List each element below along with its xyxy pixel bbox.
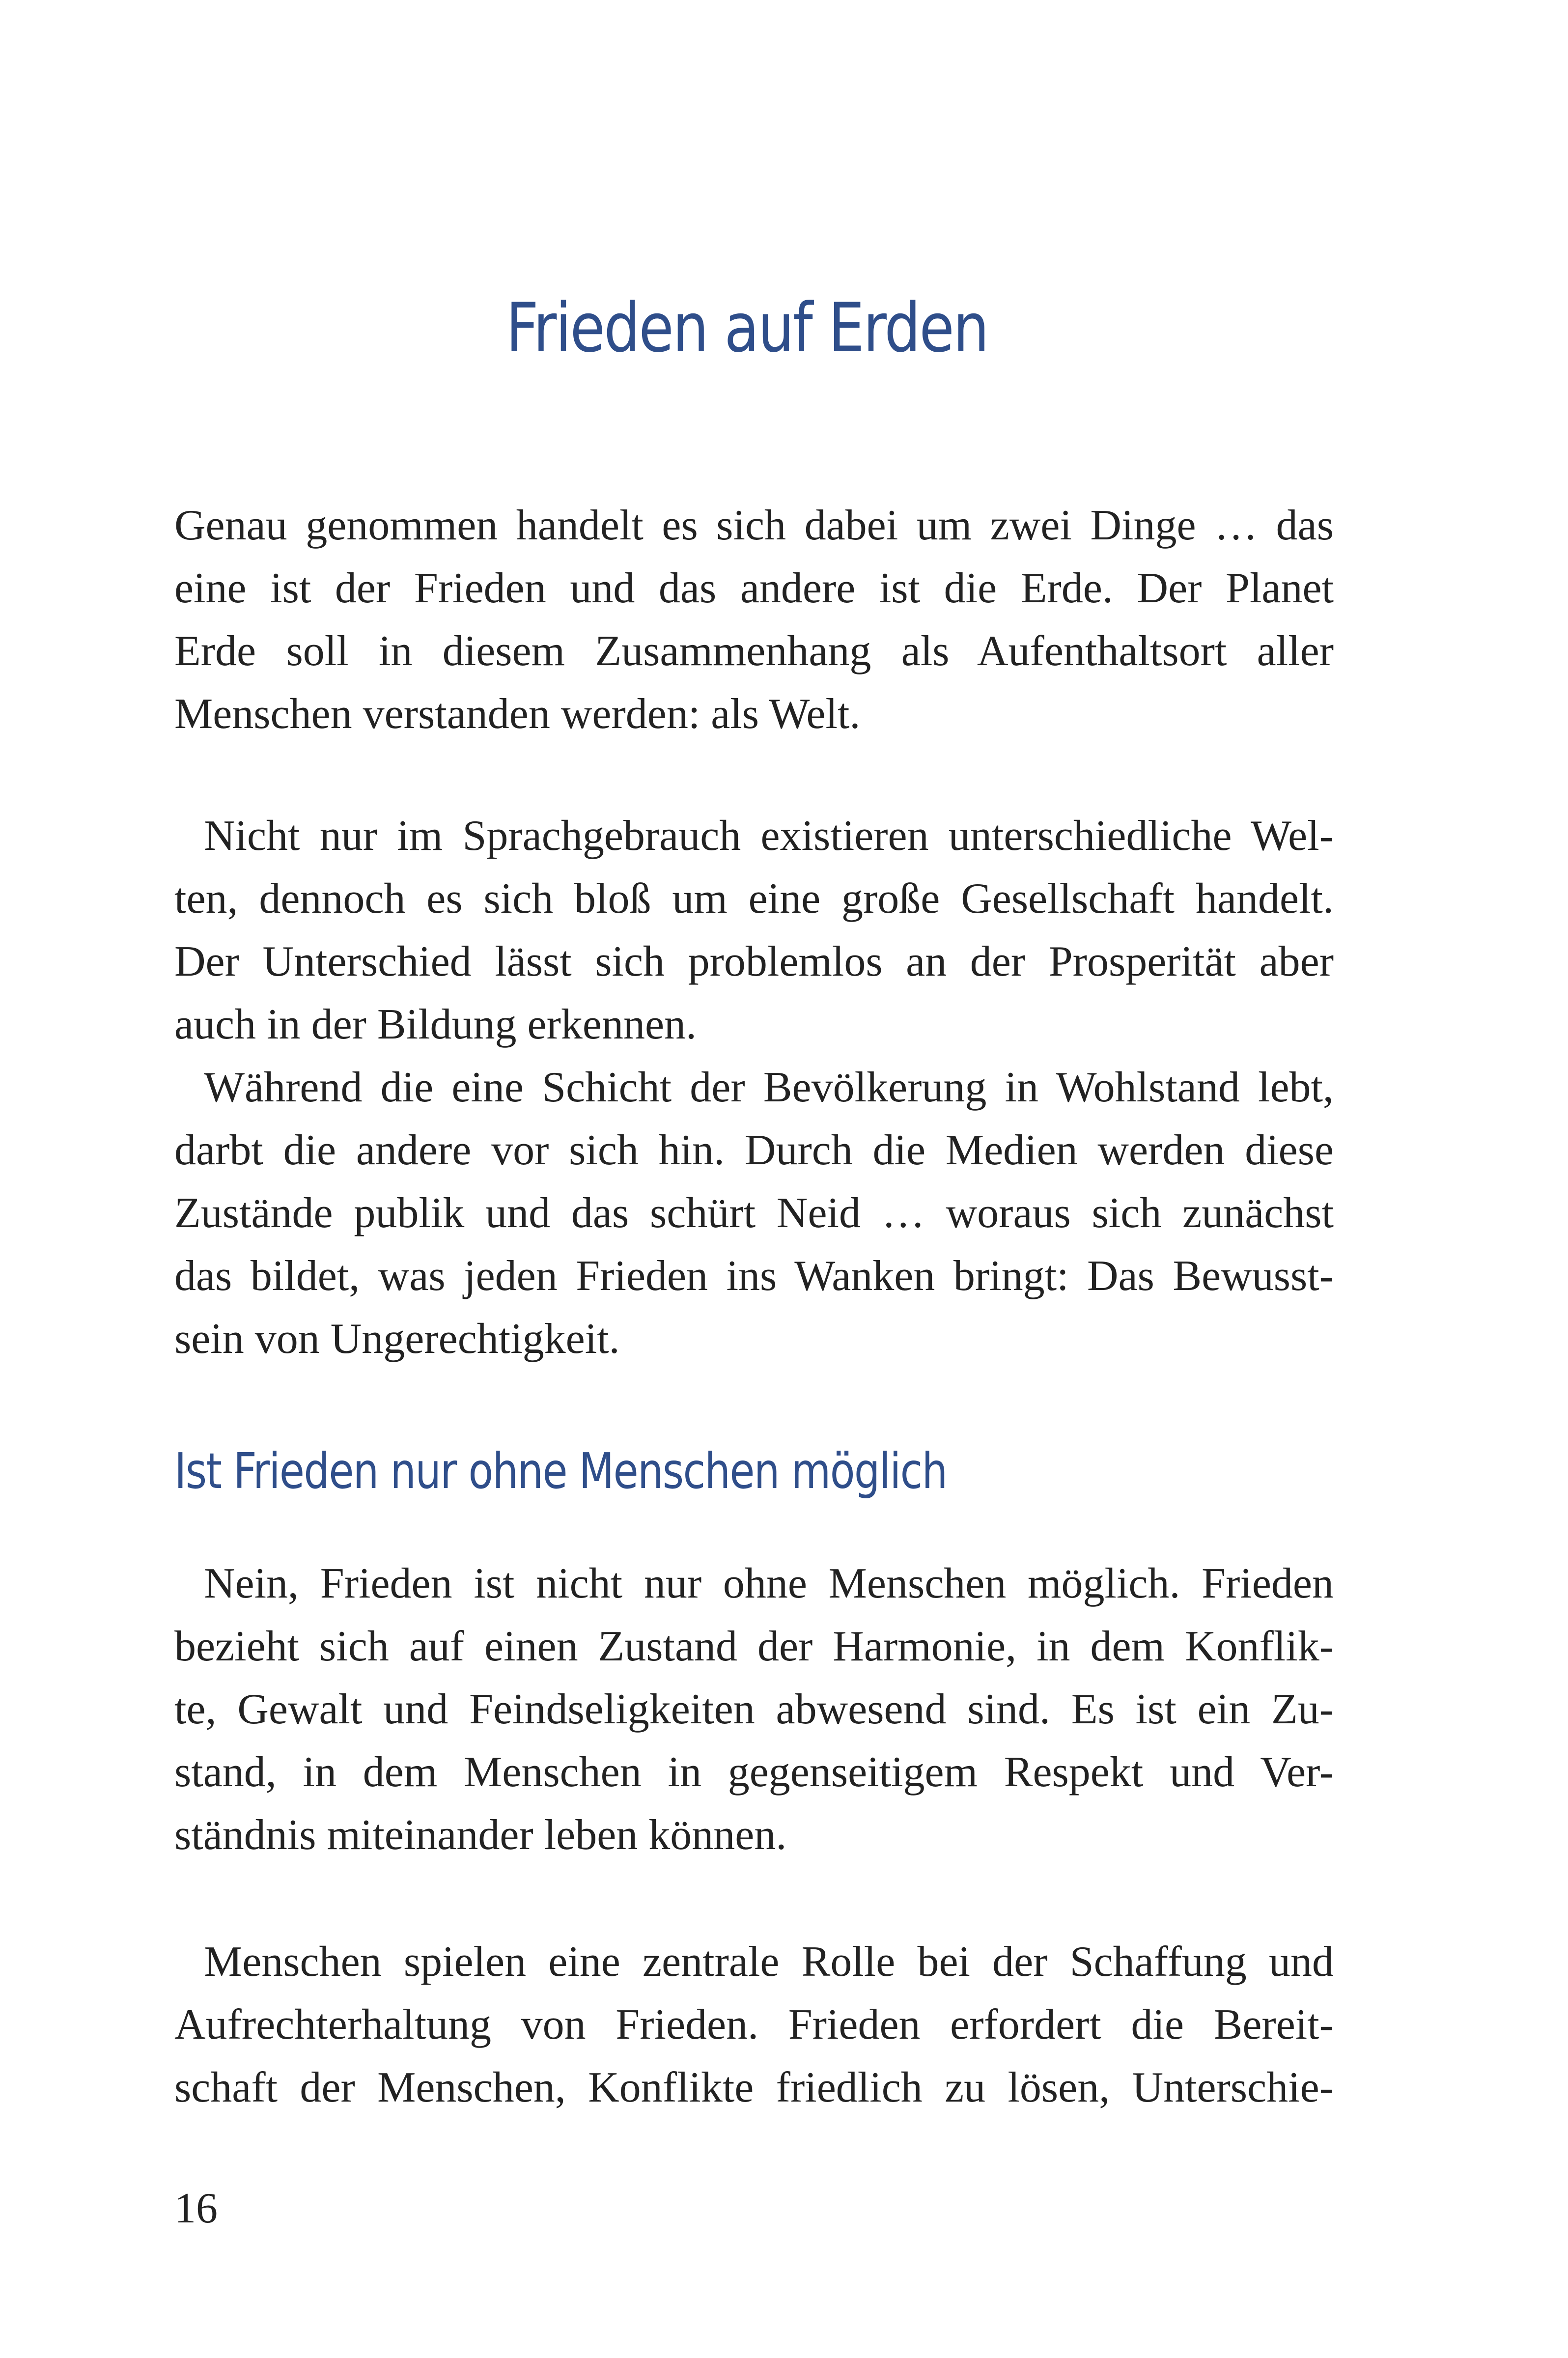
text-line: ständnis miteinander leben können. [174, 1811, 787, 1859]
text-line: te, Gewalt und Feindseligkeiten abwesend sind. Es ist ein Zu- [174, 1685, 1334, 1733]
paragraph-intro [174, 494, 1334, 746]
text-line: Menschen verstanden werden: als Welt. [174, 690, 861, 738]
text-line: Während die eine Schicht der Bevölkerung in Wohlstand lebt, [204, 1064, 1334, 1111]
paragraph-role [174, 1931, 1334, 2119]
text-line: Menschen spielen eine zentrale Rolle bei der Schaffung und [204, 1938, 1334, 1986]
paragraph-prosperity [174, 1056, 1334, 1371]
text-line: Nein, Frieden ist nicht nur ohne Menschen möglich. Frieden [204, 1560, 1334, 1607]
section-heading: Ist Frieden nur ohne Menschen möglich [174, 1442, 947, 1500]
text-line: Zustände publik und das schürt Neid … woraus sich zunächst [174, 1189, 1334, 1237]
paragraph-worlds [174, 805, 1334, 1056]
chapter-title: Frieden auf Erden [506, 288, 988, 367]
text-line: sein von Ungerechtigkeit. [174, 1315, 620, 1363]
text-line: schaft der Menschen, Konflikte friedlich zu lösen, Unterschie- [174, 2064, 1334, 2111]
page-number: 16 [174, 2185, 218, 2232]
text-line: darbt die andere vor sich hin. Durch die Medien werden diese [174, 1126, 1334, 1174]
text-line: auch in der Bildung erkennen. [174, 1001, 697, 1048]
paragraph-harmony [174, 1552, 1334, 1867]
text-line: Erde soll in diesem Zusammenhang als Aufenthaltsort aller [174, 627, 1334, 675]
text-line: Nicht nur im Sprachgebrauch existieren unterschiedliche Wel- [204, 812, 1334, 860]
text-line: Der Unterschied lässt sich problemlos an der Prosperität aber [174, 938, 1334, 985]
text-line: Aufrechterhaltung von Frieden. Frieden erfordert die Bereit- [174, 2001, 1334, 2049]
text-line: eine ist der Frieden und das andere ist die Erde. Der Planet [174, 564, 1334, 612]
text-line: das bildet, was jeden Frieden ins Wanken bringt: Das Bewusst- [174, 1252, 1334, 1300]
text-line: ten, dennoch es sich bloß um eine große Gesellschaft handelt. [174, 875, 1334, 923]
text-line: Genau genommen handelt es sich dabei um zwei Dinge … das [174, 502, 1334, 549]
text-line: stand, in dem Menschen in gegenseitigem Respekt und Ver- [174, 1748, 1334, 1796]
text-line: bezieht sich auf einen Zustand der Harmonie, in dem Konflik- [174, 1623, 1334, 1670]
